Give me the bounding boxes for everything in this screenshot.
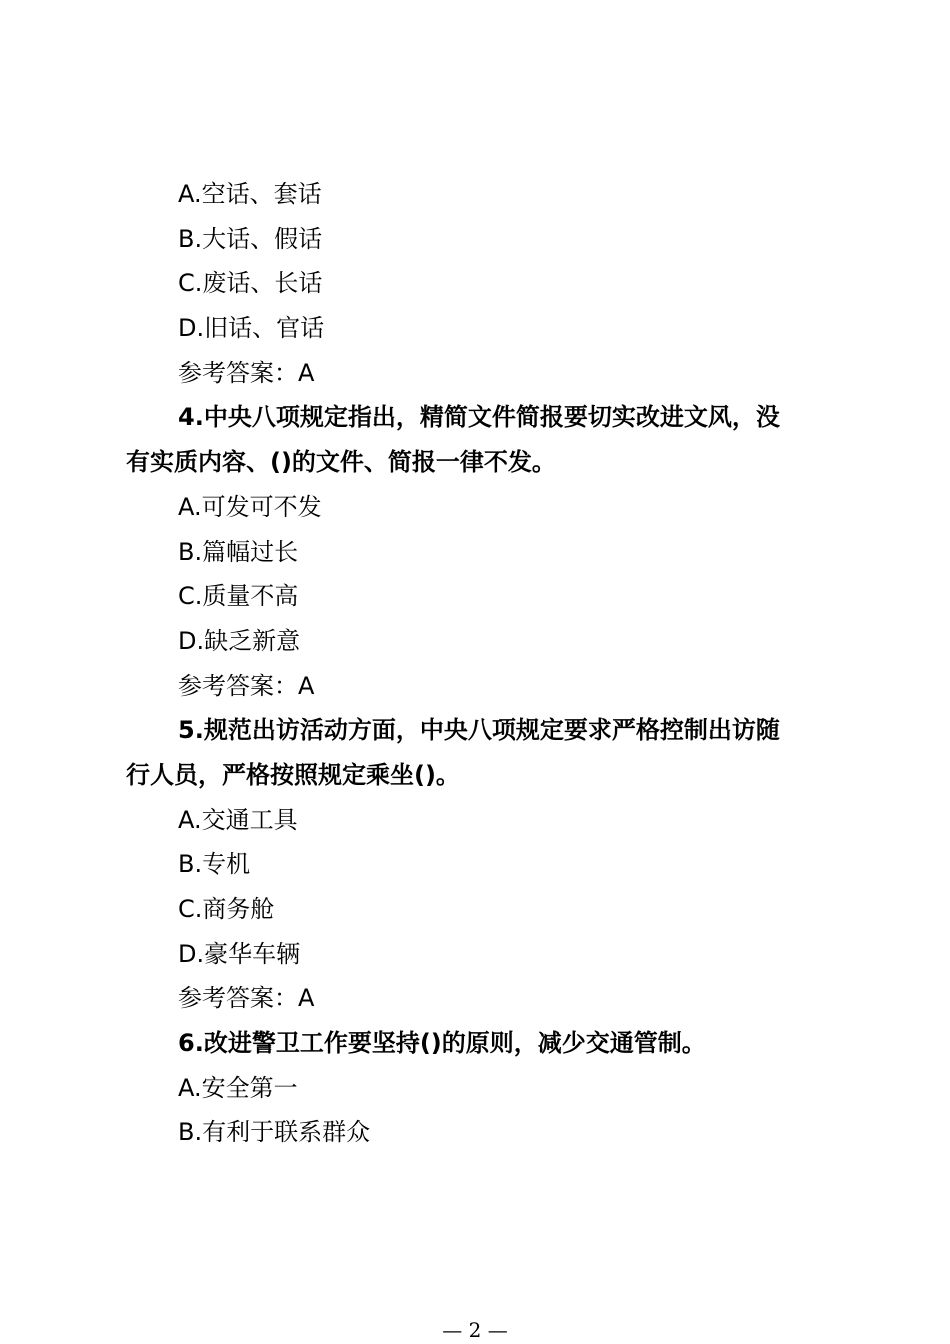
option-b: B.专机	[178, 850, 251, 879]
option-d: D.豪华车辆	[178, 939, 301, 968]
option-a: A.可发可不发	[178, 492, 322, 521]
option-b: B.有利于联系群众	[178, 1118, 371, 1147]
page-content	[126, 172, 826, 1155]
reference-answer: 参考答案：A	[178, 984, 315, 1013]
option-a: A.空话、套话	[178, 180, 322, 208]
option-c: C.废话、长话	[178, 269, 323, 298]
reference-answer: 参考答案：A	[178, 358, 315, 387]
question-4-text: 4.中央八项规定指出，精简文件简报要切实改进文风，没	[178, 403, 780, 432]
reference-answer: 参考答案：A	[178, 671, 315, 700]
question-6-text: 6.改进警卫工作要坚持()的原则，减少交通管制。	[178, 1029, 706, 1058]
option-c: C.质量不高	[178, 582, 299, 611]
option-d: D.旧话、官话	[178, 314, 325, 343]
option-d: D.缺乏新意	[178, 626, 301, 655]
option-c: C.商务舱	[178, 895, 275, 923]
question-5-text: 5.规范出访活动方面，中央八项规定要求严格控制出访随	[178, 716, 780, 745]
option-a: A.交通工具	[178, 805, 298, 834]
page-number: — 2 —	[442, 1318, 508, 1342]
option-a: A.安全第一	[178, 1073, 298, 1102]
question-5-text-cont: 行人员，严格按照规定乘坐()。	[126, 760, 460, 789]
question-4-text-cont: 有实质内容、()的文件、简报一律不发。	[126, 448, 556, 477]
option-b: B.篇幅过长	[178, 537, 299, 566]
option-b: B.大话、假话	[178, 224, 323, 253]
